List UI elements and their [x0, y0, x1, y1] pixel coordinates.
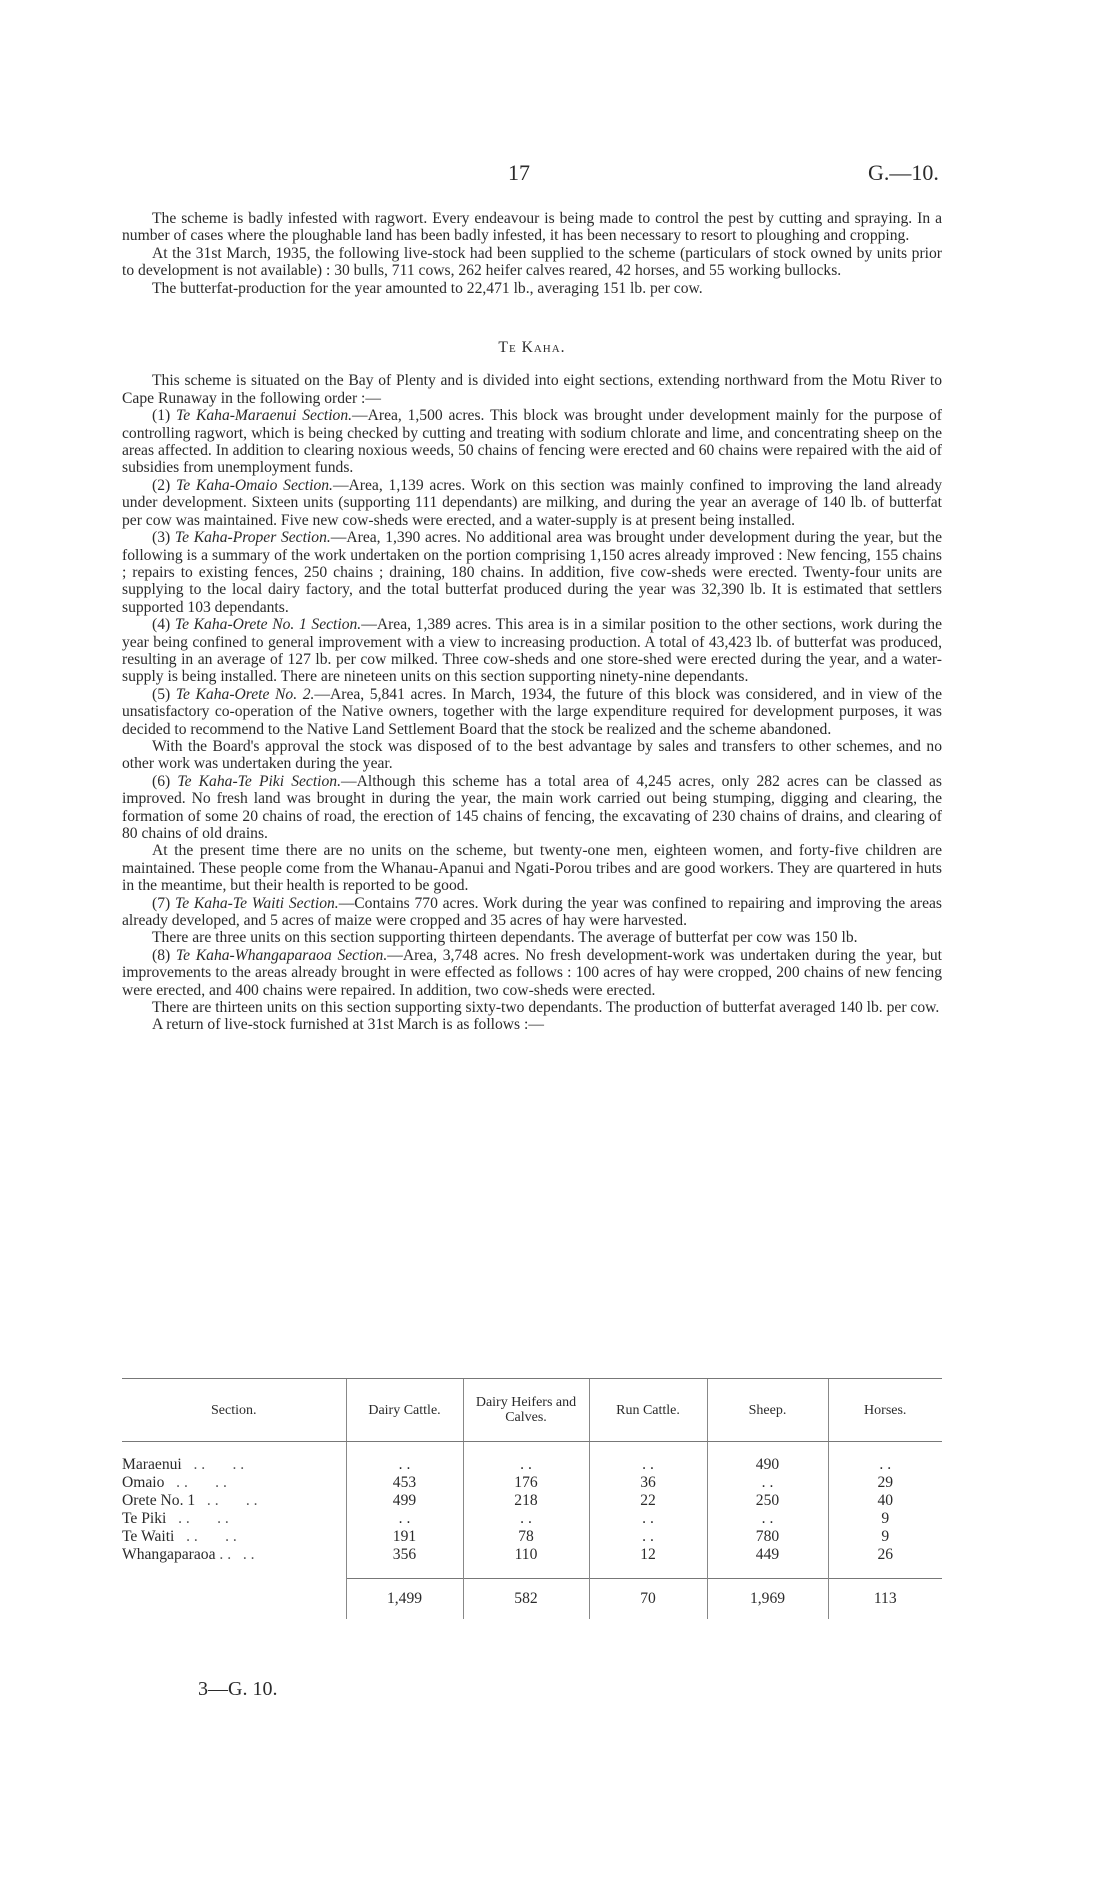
section-paragraph: (4) Te Kaha-Orete No. 1 Section.—Area, 1,389 acres. This area is in a similar position to the other sections, work during the year being confined to general improvement with a view to increasing production. A total of 43,423 lb. of butterfat was produced, resulting in an average of 127 lb. per cow milked. Three cow-sheds and one store-shed were erected during the year, and a water-supply is being installed. There are nineteen units on this section supporting ninety-nine dependants.: [122, 616, 942, 686]
cell-dairy-cattle: 453: [346, 1474, 463, 1492]
table-row: [122, 1492, 942, 1510]
cell-run-cattle: 36: [589, 1474, 707, 1492]
section-paragraph: (1) Te Kaha-Maraenui Section.—Area, 1,500 acres. This block was brought under development mainly for the purpose of controlling ragwort, which is being checked by cutting and treating with sodium chlorate and lime, and concentrating sheep on the areas affected. In addition to clearing noxious weeds, 50 chains of fencing were erected and 60 chains were repaired with the aid of subsidies from unemployment funds.: [122, 407, 942, 477]
cell-run-cattle: 22: [589, 1492, 707, 1510]
section-name: Te Kaha-Orete No. 2.: [175, 685, 315, 703]
total-horses: 113: [828, 1579, 942, 1620]
leader-dots: . . . .: [219, 1546, 255, 1564]
total-run-cattle: 70: [589, 1579, 707, 1620]
cell-dairy-cattle: 356: [346, 1546, 463, 1579]
cell-dairy-cattle: . .: [346, 1456, 463, 1474]
cell-run-cattle: . .: [589, 1456, 707, 1474]
total-heifers: 582: [463, 1579, 589, 1620]
cell-sheep: . .: [707, 1510, 828, 1528]
paragraph: With the Board's approval the stock was disposed of to the best advantage by sales and transfers to other schemes, and no other work was undertaken during the year.: [122, 737, 942, 773]
paragraph: There are thirteen units on this section supporting sixty-two dependants. The production of butterfat averaged 140 lb. per cow.: [152, 999, 940, 1017]
report-code: G.—10.: [868, 160, 939, 185]
leader-dots: . . . .: [199, 1492, 258, 1509]
table-total-row: [122, 1579, 942, 1620]
cell-heifers: 218: [463, 1492, 589, 1510]
cell-horses: 29: [828, 1474, 942, 1492]
total-dairy-cattle: 1,499: [346, 1579, 463, 1620]
cell-run-cattle: . .: [589, 1510, 707, 1528]
paragraph: There are three units on this section supporting thirteen dependants. The average of butterfat per cow was 150 lb.: [152, 929, 858, 947]
cell-heifers: 78: [463, 1528, 589, 1546]
section-label: Te Piki: [122, 1510, 167, 1527]
section-paragraph: (3) Te Kaha-Proper Section.—Area, 1,390 acres. No additional area was brought under development during the year, but the following is a summary of the work undertaken on the portion comprising 1,150 acres already improved : New fencing, 155 chains ; repairs to existing fences, 250 chains ; draining, 180 chains. In addition, five cow-sheds were erected. Twenty-four units are supplying to the local dairy factory, and the total butterfat produced during the year was 32,390 lb. It is estimated that settlers supported 103 dependants.: [122, 529, 943, 616]
cell-run-cattle: 12: [589, 1546, 707, 1579]
section-paragraph: (6) Te Kaha-Te Piki Section.—Although this scheme has a total area of 4,245 acres, only 282 acres can be classed as improved. No fresh land was brought in during the year, the main work carried out being stumping, digging and clearing, the formation of some 20 chains of road, the erection of 145 chains of fencing, the excavating of 230 chains of drains, and clearing of 80 chains of old drains.: [122, 772, 942, 842]
section-label: Orete No. 1: [122, 1492, 196, 1509]
paragraph: At the 31st March, 1935, the following live-stock had been supplied to the scheme (particulars of stock owned by units prior to development is not available) : 30 bulls, 711 cows, 262 heifer calves reared, 42 horses, and 55 working bullocks.: [122, 244, 942, 280]
leader-dots: . . . .: [170, 1510, 229, 1527]
table-row: [122, 1474, 942, 1492]
table-header-row: [122, 1379, 942, 1442]
cell-horses: . .: [828, 1456, 942, 1474]
cell-dairy-cattle: . .: [346, 1510, 463, 1528]
section-label: Omaio: [122, 1474, 165, 1491]
cell-horses: 40: [828, 1492, 942, 1510]
section-name: Te Kaha-Proper Section.: [174, 529, 331, 547]
table-row: [122, 1456, 942, 1474]
section-paragraph: (5) Te Kaha-Orete No. 2.—Area, 5,841 acres. In March, 1934, the future of this block was considered, and in view of the unsatisfactory co-operation of the Native owners, together with the large expenditure required for development purposes, it was decided to recommend to the Native Land Settlement Board that the stock be realized and the scheme abandoned.: [122, 685, 942, 738]
cell-horses: 9: [828, 1510, 942, 1528]
section-label: Te Waiti: [122, 1528, 175, 1545]
cell-heifers: . .: [463, 1456, 589, 1474]
leader-dots: . . . .: [168, 1474, 227, 1491]
section-title: Te Kaha.: [498, 339, 566, 357]
table-row: [122, 1510, 942, 1528]
column-header: Section.: [122, 1379, 346, 1442]
paragraph: The butterfat-production for the year amounted to 22,471 lb., averaging 151 lb. per cow.: [152, 279, 703, 297]
leader-dots: . . . .: [185, 1456, 245, 1473]
section-name: Te Kaha-Omaio Section.: [175, 476, 333, 494]
leader-dots: . . . .: [178, 1528, 237, 1545]
column-header: Run Cattle.: [589, 1379, 707, 1442]
section-label: Whangaparaoa: [122, 1546, 216, 1564]
footer-sheet-code: 3—G. 10.: [198, 1678, 278, 1700]
table-row: [122, 1528, 942, 1546]
cell-sheep: . .: [707, 1474, 828, 1492]
cell-heifers: 176: [463, 1474, 589, 1492]
section-name: Te Kaha-Whangaparaoa Section.: [175, 946, 388, 964]
section-paragraph: (8) Te Kaha-Whangaparaoa Section.—Area, 3,748 acres. No fresh development-work was undertaken during the year, but improvements to the areas already brought in were effected as follows : 100 acres of hay were cropped, 200 chains of new fencing were erected, and 400 chains were repaired. In addition, two cow-sheds were erected.: [122, 946, 942, 999]
cell-horses: 26: [828, 1546, 942, 1579]
paragraph: A return of live-stock furnished at 31st March is as follows :—: [152, 1016, 544, 1034]
column-header: Dairy Cattle.: [346, 1379, 463, 1442]
paragraph: The scheme is badly infested with ragwort. Every endeavour is being made to control the pest by cutting and spraying. In a number of cases where the ploughable land has been badly infested, it has been necessary to resort to ploughing and cropping.: [122, 210, 942, 245]
cell-sheep: 490: [707, 1456, 828, 1474]
column-header: Sheep.: [707, 1379, 828, 1442]
section-paragraph: (7) Te Kaha-Te Waiti Section.—Contains 770 acres. Work during the year was confined to repairing and improving the areas already developed, and 5 acres of maize were cropped and 35 acres of hay were harvested.: [122, 894, 942, 930]
cell-horses: 9: [828, 1528, 942, 1546]
cell-dairy-cattle: 499: [346, 1492, 463, 1510]
cell-run-cattle: . .: [589, 1528, 707, 1546]
cell-dairy-cattle: 191: [346, 1528, 463, 1546]
section-name: Te Kaha-Maraenui Section.: [175, 407, 353, 425]
section-label: Maraenui: [122, 1456, 182, 1473]
body-text: [122, 210, 942, 1034]
table-row: [122, 1546, 942, 1579]
cell-sheep: 250: [707, 1492, 828, 1510]
section-name: Te Kaha-Orete No. 1 Section.: [174, 616, 362, 634]
livestock-table: [122, 1378, 942, 1619]
paragraph: At the present time there are no units on the scheme, but twenty-one men, eighteen women, and forty-five children are maintained. These people come from the Whanau-Apanui and Ngati-Porou tribes and are good workers. They are quartered in huts in the meantime, but their health is reported to be good.: [122, 842, 942, 895]
cell-sheep: 449: [707, 1546, 828, 1579]
column-header: Horses.: [828, 1379, 942, 1442]
page-number: 17: [508, 160, 530, 185]
section-paragraph: (2) Te Kaha-Omaio Section.—Area, 1,139 acres. Work on this section was mainly confined to improving the land already under development. Sixteen units (supporting 111 dependants) are milking, and during the year an average of 140 lb. of butterfat per cow was maintained. Five new cow-sheds were erected, and a water-supply is at present being installed.: [122, 476, 942, 529]
cell-heifers: 110: [463, 1546, 589, 1579]
section-name: Te Kaha-Te Waiti Section.: [174, 894, 339, 912]
paragraph: This scheme is situated on the Bay of Plenty and is divided into eight sections, extending northward from the Motu River to Cape Runaway in the following order :—: [122, 372, 942, 407]
cell-sheep: 780: [707, 1528, 828, 1546]
cell-heifers: . .: [463, 1510, 589, 1528]
total-sheep: 1,969: [707, 1579, 828, 1620]
section-name: Te Kaha-Te Piki Section.: [177, 772, 341, 790]
column-header: Dairy Heifers and Calves.: [463, 1379, 589, 1442]
